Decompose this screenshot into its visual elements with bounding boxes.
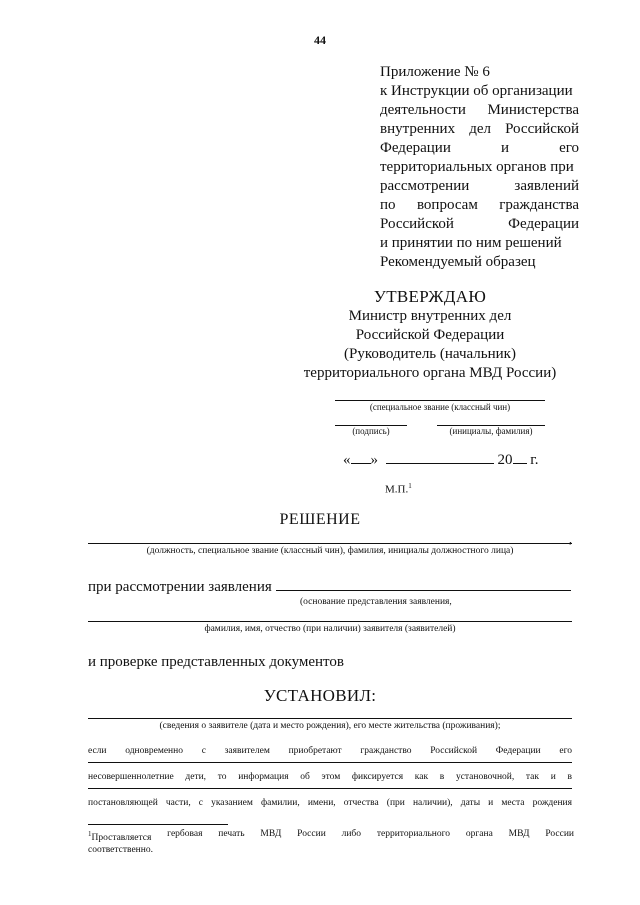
word: даты	[460, 798, 481, 808]
word: приобретают	[288, 746, 342, 756]
month-field[interactable]	[386, 451, 494, 464]
word: несовершеннолетние	[88, 772, 174, 782]
footnote-line	[88, 828, 574, 844]
body-line	[88, 772, 572, 782]
word: об	[300, 772, 310, 782]
word: Российской	[430, 746, 478, 756]
appendix-line: и принятии по ним решений	[380, 235, 562, 251]
word: и	[500, 140, 509, 156]
word: так	[525, 772, 540, 782]
rank-field[interactable]	[335, 400, 545, 401]
appendix-line	[380, 177, 579, 196]
page-number: 44	[314, 33, 326, 47]
word: Министерства	[487, 102, 579, 118]
year-prefix: 20	[497, 452, 513, 468]
footnote	[88, 828, 574, 856]
approval-block	[300, 287, 560, 383]
word: России	[297, 829, 326, 839]
approval-line: (Руководитель (начальник)	[344, 346, 516, 362]
word: фамилии,	[260, 798, 300, 808]
word: Российской	[380, 216, 454, 232]
initials-caption: (инициалы, фамилия)	[449, 426, 533, 436]
statement-basis-field[interactable]	[276, 578, 571, 591]
official-comma: ,	[569, 532, 572, 546]
body-line	[88, 746, 572, 756]
word: с	[201, 746, 206, 756]
footnote-line: соответственно.	[88, 845, 153, 856]
approval-line: Российской Федерации	[355, 327, 505, 343]
word: органа	[465, 829, 493, 839]
word: имени,	[307, 798, 336, 808]
appendix-line: территориальных органов при	[380, 159, 574, 175]
word: (при	[386, 798, 405, 808]
word: гражданство	[360, 746, 412, 756]
word: МВД	[508, 829, 530, 839]
appendix-header	[380, 63, 579, 253]
body-rule	[88, 788, 572, 789]
word: Федерации	[495, 746, 541, 756]
established-title: УСТАНОВИЛ:	[263, 686, 377, 705]
statement-line	[88, 578, 571, 596]
signature-caption: (подпись)	[352, 426, 390, 436]
date-close-quote: »	[370, 452, 378, 468]
date-line	[343, 451, 538, 469]
word: отчества	[343, 798, 379, 808]
documents-check: и проверке представленных документов	[88, 654, 344, 670]
word: и	[550, 772, 556, 782]
appendix-line	[380, 101, 579, 120]
word: места	[501, 798, 525, 808]
word: указанием	[211, 798, 253, 808]
word: информация	[238, 772, 289, 782]
appendix-line	[380, 139, 579, 158]
official-caption: (должность, специальное звание (классный чин), фамилия, инициалы должностного лица)	[146, 546, 514, 556]
word: МВД	[260, 829, 282, 839]
rank-caption: (специальное звание (классный чин)	[369, 402, 511, 412]
word: одновременно	[125, 746, 183, 756]
word: по	[380, 197, 396, 213]
word: рождения	[532, 798, 572, 808]
day-field[interactable]	[351, 451, 371, 464]
applicant-info-caption: (сведения о заявителе (дата и место рождения), его месте жительства (проживания);	[159, 721, 501, 731]
word: $^1$Проставляется	[88, 830, 152, 844]
word: внутренних	[380, 121, 456, 137]
footnote-separator	[88, 824, 228, 825]
word: либо	[341, 829, 362, 839]
word: как	[414, 772, 429, 782]
year-suffix: г.	[530, 452, 539, 468]
word: фиксируется	[351, 772, 404, 782]
footnote-mark: 1	[88, 830, 92, 838]
applicant-info-field[interactable]	[88, 718, 572, 719]
signature-block	[335, 400, 545, 437]
word: в	[439, 772, 445, 782]
word: деятельности	[380, 102, 466, 118]
body-line	[88, 798, 572, 808]
word: части,	[165, 798, 191, 808]
approval-line: территориального органа МВД России)	[303, 365, 557, 381]
word: с	[198, 798, 203, 808]
word: то	[217, 772, 227, 782]
appendix-line	[380, 196, 579, 215]
appendix-line: к Инструкции об организации	[380, 83, 573, 99]
word: вопросам	[416, 197, 478, 213]
word: постановляющей	[88, 798, 158, 808]
approval-heading: УТВЕРЖДАЮ	[373, 287, 487, 306]
word: заявителем	[224, 746, 270, 756]
word: Российской	[505, 121, 579, 137]
applicant-field[interactable]	[88, 621, 572, 622]
word: и	[488, 798, 494, 808]
word: заявлений	[514, 178, 579, 194]
footnote-mark: 1	[408, 482, 412, 490]
word: этом	[321, 772, 341, 782]
appendix-line	[380, 215, 579, 234]
word: дел	[469, 121, 491, 137]
word: гербовая	[167, 829, 203, 839]
appendix-line: Приложение № 6	[380, 64, 490, 80]
word: России	[545, 829, 574, 839]
word: в	[567, 772, 572, 782]
initials-field-group	[437, 425, 545, 437]
sample-label: Рекомендуемый образец	[380, 254, 536, 270]
year-field[interactable]	[513, 451, 527, 464]
word: его	[559, 746, 572, 756]
signature-field-group	[335, 425, 407, 437]
word: печать	[218, 829, 245, 839]
word: дети,	[185, 772, 207, 782]
word: наличии),	[412, 798, 453, 808]
word: территориального	[376, 829, 451, 839]
date-open-quote: «	[343, 452, 351, 468]
appendix-line	[380, 120, 579, 139]
decision-title: РЕШЕНИЕ	[279, 511, 361, 528]
word: Федерации	[508, 216, 579, 232]
stamp-label: М.П.$^1$	[385, 482, 412, 496]
basis-caption: (основание представления заявления,	[300, 597, 452, 607]
word: установочной,	[455, 772, 515, 782]
word: Федерации	[380, 140, 451, 156]
approval-line: Министр внутренних дел	[348, 308, 512, 324]
word: гражданства	[499, 197, 579, 213]
applicant-caption: фамилия, имя, отчество (при наличии) заявителя (заявителей)	[204, 624, 456, 634]
body-rule	[88, 762, 572, 763]
word: его	[559, 140, 579, 156]
word: рассмотрении	[380, 178, 470, 194]
statement-label: при рассмотрении заявления	[88, 579, 272, 595]
official-field[interactable]	[88, 543, 572, 544]
word: если	[88, 746, 107, 756]
